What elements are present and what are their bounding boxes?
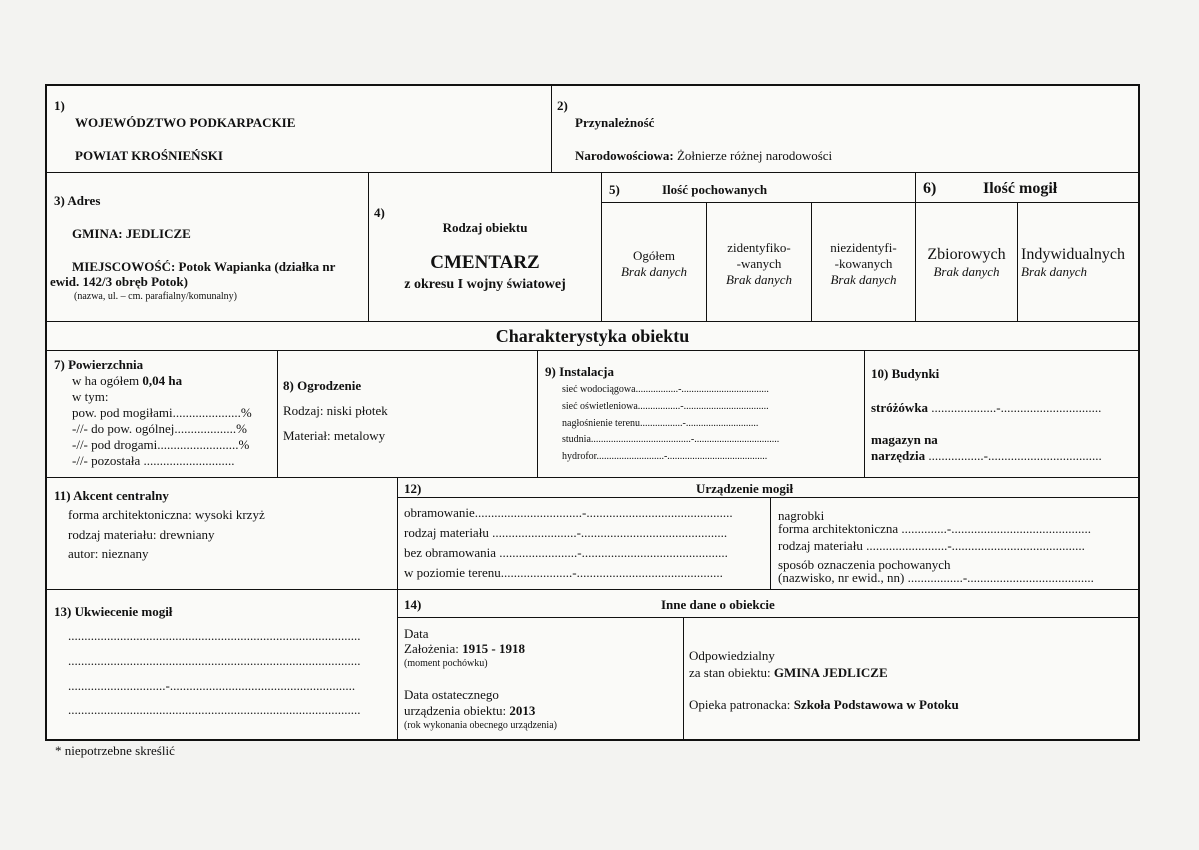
divider [46, 172, 1139, 173]
graves-individual [1021, 246, 1125, 280]
founding-note: (moment pochówku) [404, 658, 488, 669]
nationality-value: Żołnierze różnej narodowości [676, 148, 833, 163]
divider [368, 173, 369, 321]
patronage [689, 697, 959, 713]
other-data-title: Inne dane o obiekcie [661, 597, 775, 612]
installation-title: 9) Instalacja [545, 364, 614, 379]
divider [1017, 203, 1018, 321]
installation-line: hydrofor...........................-........................................ [562, 451, 768, 462]
patronage-label: Opieka patronacka: [689, 697, 794, 712]
installation-line: sieć oświetleniowa.................-.................................. [562, 401, 769, 412]
central-accent-title: 11) Akcent centralny [54, 488, 169, 503]
responsible [689, 665, 888, 681]
last-setup-note: (rok wykonania obecnego urządzenia) [404, 720, 557, 731]
divider [277, 351, 278, 477]
section-number: 5) [609, 182, 620, 197]
column-label: Indywidualnych [1021, 246, 1125, 263]
graves-setup-line: w poziomie terenu......................-............................................. [404, 565, 723, 580]
last-setup-label-2: urządzenia obiektu: [404, 703, 510, 718]
responsible-value: GMINA JEDLICZE [773, 665, 888, 680]
founding-value: 1915 - 1918 [462, 641, 525, 656]
installation-line: studnia........................................-.................................. [562, 434, 780, 445]
toolshed [871, 448, 1102, 464]
section-number: 14) [404, 597, 422, 612]
county: POWIAT KROŚNIEŃSKI [75, 148, 223, 163]
founding-date [404, 641, 525, 657]
graves-setup-line: bez obramowania ........................-............................................. [404, 545, 728, 560]
column-label: Zbiorowych [927, 246, 1006, 263]
tombstones-line: (nazwisko, nr ewid., nn) .................-....................................... [778, 570, 1094, 585]
section-number: 2) [557, 98, 568, 113]
installation-line: nagłośnienie terenu.................-............................. [562, 418, 759, 429]
last-setup-label: Data ostatecznego [404, 687, 499, 702]
area-total-label: w ha ogółem [72, 373, 143, 388]
graves-setup-line: obramowanie.................................-............................................. [404, 505, 733, 520]
flowers-title: 13) Ukwiecenie mogił [54, 604, 173, 619]
flowers-line: .......................................................................................... [68, 653, 361, 668]
graves-collective [916, 246, 1017, 280]
divider [46, 350, 1139, 351]
locality-line2: ewid. 142/3 obręb Potok) [50, 274, 188, 289]
responsible-label: Odpowiedzialny [689, 648, 775, 663]
column-label: -wanych [736, 256, 782, 271]
responsible-label-2: za stan obiektu: [689, 665, 774, 680]
guardhouse [871, 400, 1101, 416]
graves-setup-title: Urządzenie mogił [696, 481, 794, 496]
flowers-line: ..............................-......................................................... [68, 678, 356, 693]
buried-unidentified [812, 240, 915, 288]
divider [46, 589, 1139, 590]
tombstones-line: rodzaj materiału .........................-......................................... [778, 538, 1085, 553]
fence-type: Rodzaj: niski płotek [283, 403, 388, 418]
column-value: Brak danych [933, 264, 1000, 279]
accent-author: autor: nieznany [68, 546, 149, 561]
toolshed-label: magazyn na [871, 432, 938, 447]
column-value: Brak danych [725, 272, 793, 287]
object-type-title: Rodzaj obiektu [442, 220, 528, 235]
graves-setup-line: rodzaj materiału ..........................-............................................. [404, 525, 728, 540]
divider [397, 497, 1139, 498]
date-label: Data [404, 626, 429, 641]
object-subtype: z okresu I wojny światowej [404, 277, 566, 292]
toolshed-value: .................-................................... [928, 448, 1102, 463]
installation-line: sieć wodociągowa.................-................................... [562, 384, 769, 395]
section-number: 6) [923, 180, 937, 197]
area-total-value: 0,04 ha [142, 373, 183, 388]
municipality: GMINA: JEDLICZE [72, 226, 191, 241]
flowers-line: .......................................................................................... [68, 702, 361, 717]
column-value: Brak danych [830, 272, 897, 287]
graves-count-title: Ilość mogił [983, 180, 1058, 197]
divider [770, 498, 771, 589]
nationality-label: Narodowościowa: [575, 148, 674, 163]
section-number: 1) [54, 98, 65, 113]
column-label: niezidentyfi- [830, 240, 897, 255]
fence-title: 8) Ogrodzenie [283, 378, 362, 393]
buried-identified [707, 240, 811, 288]
flowers-line: .......................................................................................... [68, 628, 361, 643]
characteristics-title: Charakterystyka obiektu [495, 326, 690, 346]
column-value: Brak danych [620, 264, 688, 279]
area-title: 7) Powierzchnia [54, 357, 144, 372]
area-line: w tym: [72, 389, 109, 404]
locality-line1: MIEJSCOWOŚĆ: Potok Wapianka (działka nr [72, 259, 336, 274]
patronage-value: Szkoła Podstawowa w Potoku [793, 697, 959, 712]
toolshed-label-2: narzędzia [871, 448, 926, 463]
section-number: 4) [374, 205, 385, 220]
guardhouse-value: ....................-............................... [931, 400, 1102, 415]
footnote: * niepotrzebne skreślić [55, 743, 175, 758]
divider [601, 173, 602, 321]
area-line: -//- pozostała ............................ [72, 453, 235, 468]
address-note: (nazwa, ul. – cm. parafialny/komunalny) [74, 291, 237, 302]
buried-total [602, 248, 706, 280]
divider [46, 321, 1139, 322]
area-line: pow. pod mogiłami.....................% [72, 405, 252, 420]
column-label: -kowanych [834, 256, 893, 271]
affiliation-title: Przynależność [575, 115, 655, 130]
last-setup-value: 2013 [509, 703, 536, 718]
divider [537, 351, 538, 477]
section-number: 12) [404, 481, 422, 496]
divider [551, 85, 552, 173]
tombstones-line: sposób oznaczenia pochowanych [778, 557, 951, 572]
founding-label: Założenia: [404, 641, 463, 656]
tombstones-line: forma architektoniczna ..............-........................................... [778, 521, 1092, 536]
fence-material: Materiał: metalowy [283, 428, 386, 443]
accent-material: rodzaj materiału: drewniany [68, 527, 215, 542]
buried-count-title: Ilość pochowanych [662, 182, 768, 197]
column-label: zidentyfiko- [727, 240, 791, 255]
divider [46, 477, 1139, 478]
divider [397, 478, 398, 740]
divider [397, 617, 1139, 618]
buildings-title: 10) Budynki [871, 366, 940, 381]
area-line: -//- do pow. ogólnej...................% [72, 421, 247, 436]
column-value: Brak danych [1021, 264, 1088, 279]
section-number: 3) [54, 193, 65, 208]
object-type: CMENTARZ [430, 252, 540, 273]
divider [683, 618, 684, 740]
area-line: -//- pod drogami.........................% [72, 437, 250, 452]
voivodeship: WOJEWÓDZTWO PODKARPACKIE [75, 115, 296, 130]
accent-form: forma architektoniczna: wysoki krzyż [68, 507, 265, 522]
divider [601, 202, 1139, 203]
address-title [54, 193, 100, 209]
area-total [72, 373, 182, 389]
column-label: Ogółem [633, 248, 675, 263]
nationality [575, 148, 832, 164]
tombstones-label: nagrobki [778, 508, 825, 523]
guardhouse-label: stróżówka [871, 400, 929, 415]
divider [864, 351, 865, 477]
last-setup-date [404, 703, 535, 719]
address-label: Adres [67, 193, 101, 208]
